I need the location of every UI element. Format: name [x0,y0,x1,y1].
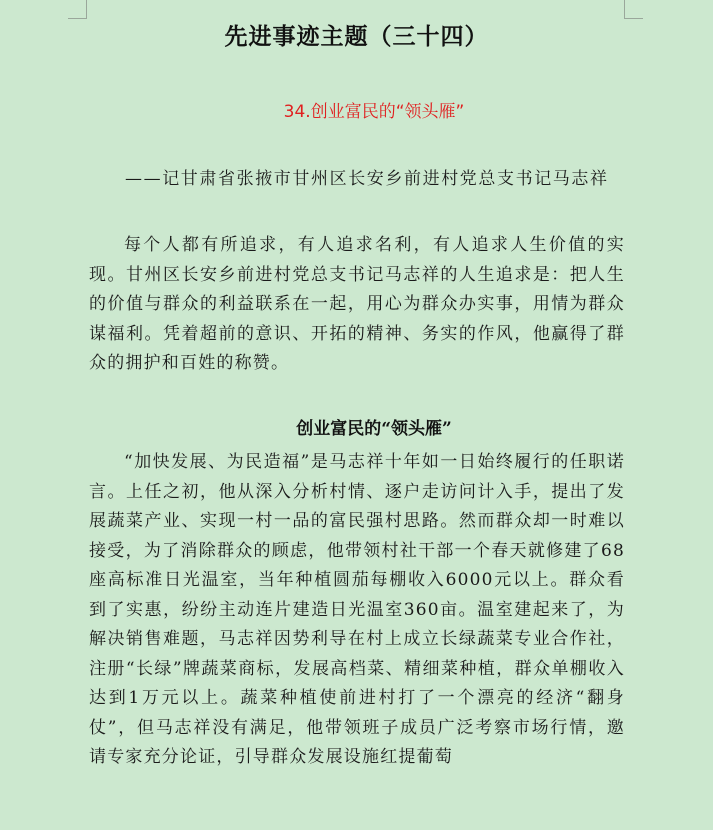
paragraph-intro: 每个人都有所追求，有人追求名利，有人追求人生价值的实现。甘州区长安乡前进村党总支书记马志祥的人生追求是：把人生的价值与群众的利益联系在一起，用心为群众办实事，用情为群众谋福利。凭着超前的意识、开拓的精神、务实的作风，他赢得了群众的拥护和百姓的称赞。 [89,235,625,373]
byline: ——记甘肃省张掖市甘州区长安乡前进村党总支书记马志祥 [125,169,609,189]
paragraph-body: “加快发展、为民造福”是马志祥十年如一日始终履行的任职诺言。上任之初，他从深入分析村情、逐户走访问计入手，提出了发展蔬菜产业、实现一村一品的富民强村思路。然而群众却一时难以接受，为了消除群众的顾虑，他带领村社干部一个春天就修建了68座高标准日光温室，当年种植圆茄每棚收入6000元以上。群众看到了实惠，纷纷主动连片建造日光温室360亩。温室建起来了，为解决销售难题，马志祥因势利导在村上成立长绿蔬菜专业合作社，注册“长绿”牌蔬菜商标，发展高档菜、精细菜种植，群众单棚收入达到1万元以上。蔬菜种植使前进村打了一个漂亮的经济“翻身仗”，但马志祥没有满足，他带领班子成员广泛考察市场行情，邀请专家充分论证，引导群众发展设施红提葡萄 [89,452,625,767]
crop-mark-top-right [624,0,643,19]
section-heading: 创业富民的“领头雁” [296,419,452,439]
article-subtitle: 34.创业富民的“领头雁” [283,102,465,122]
crop-mark-top-left [68,0,87,19]
document-title: 先进事迹主题（三十四） [224,24,489,50]
